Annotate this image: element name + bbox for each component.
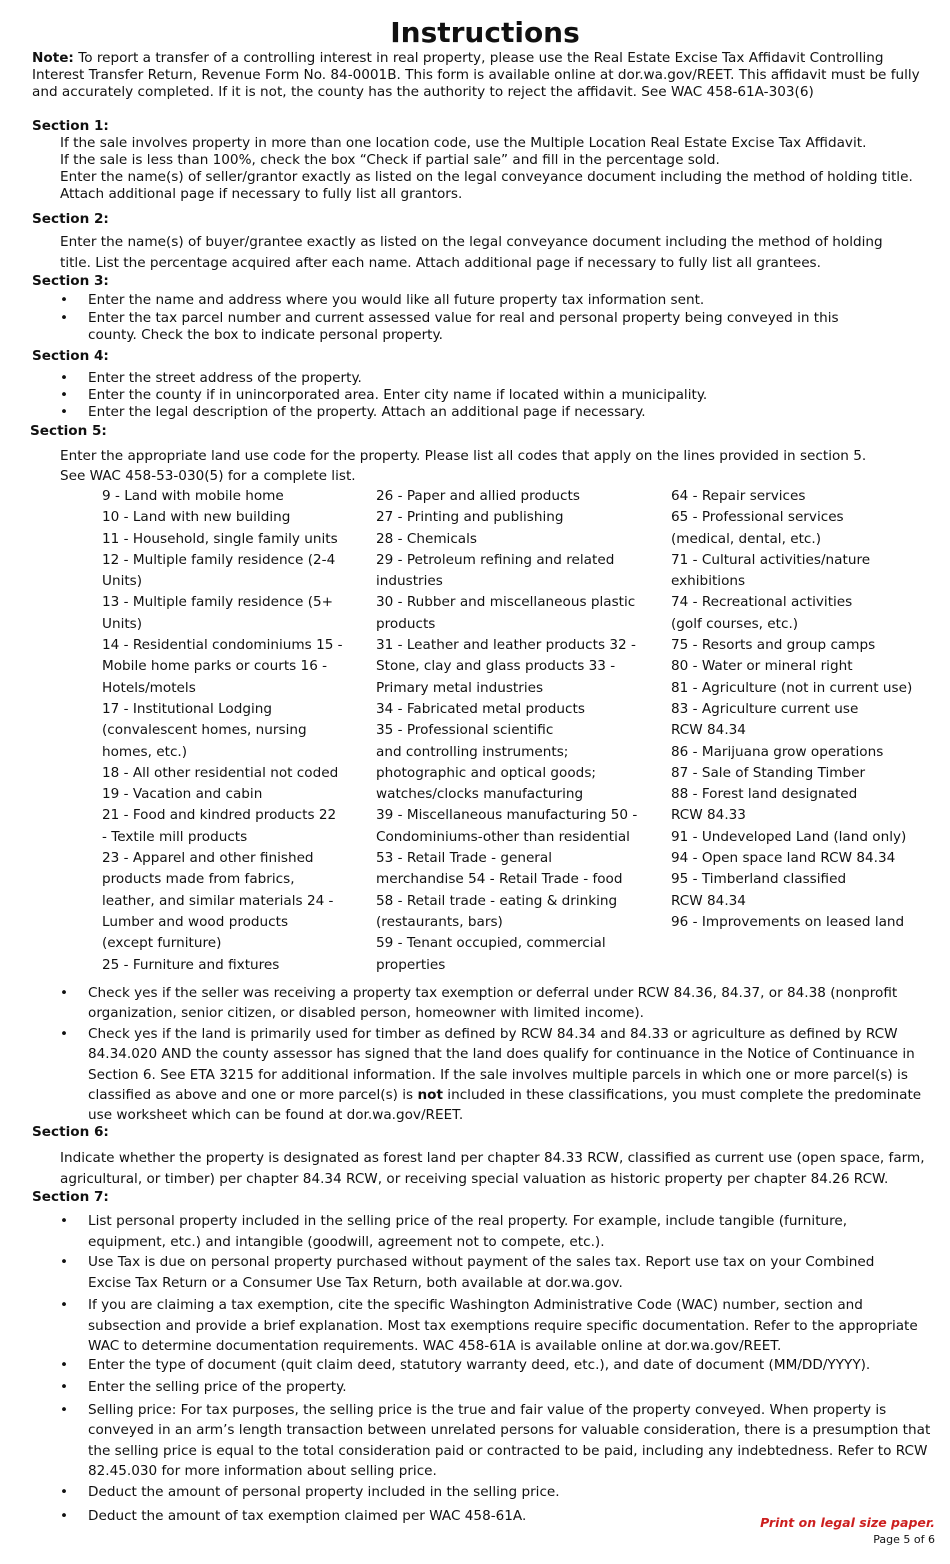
list-item: Stone, clay and glass products 33 - bbox=[376, 658, 616, 675]
list-item: merchandise 54 - Retail Trade - food bbox=[376, 871, 623, 888]
list-item: - Textile mill products bbox=[102, 828, 248, 845]
section-5-heading: Section 5: bbox=[30, 423, 107, 439]
section-7-bullet: • Enter the type of document (quit claim deed, statutory warranty deed, etc.), and date of document (MM/DD/YYYY). bbox=[88, 1357, 938, 1374]
list-item: 71 - Cultural activities/nature bbox=[671, 551, 871, 568]
list-item: 18 - All other residential not coded bbox=[102, 764, 339, 781]
note-label: Note: bbox=[32, 50, 74, 66]
list-item: and controlling instruments; bbox=[376, 743, 569, 760]
list-item: properties bbox=[376, 956, 446, 973]
list-item: Hotels/motels bbox=[102, 679, 196, 696]
list-item: 34 - Fabricated metal products bbox=[376, 700, 585, 717]
list-item: 74 - Recreational activities bbox=[671, 594, 853, 611]
list-item: RCW 84.33 bbox=[671, 807, 746, 824]
list-item: 27 - Printing and publishing bbox=[376, 509, 564, 526]
list-item: RCW 84.34 bbox=[671, 722, 746, 739]
note-paragraph bbox=[32, 50, 927, 101]
list-item: 13 - Multiple family residence (5+ bbox=[102, 594, 334, 611]
section-6-text: Indicate whether the property is designated as forest land per chapter 84.33 RCW, classified as current use (open space, farm, agricultural, or timber) per chapter 84.34 RCW, or receiving special valuation as historic property per chapter 84.26 RCW. bbox=[60, 1150, 925, 1187]
list-item: (convalescent homes, nursing bbox=[102, 722, 307, 739]
list-item: 95 - Timberland classified bbox=[671, 871, 847, 888]
page-number: Page 5 of 6 bbox=[873, 1533, 935, 1546]
list-item: Mobile home parks or courts 16 - bbox=[102, 658, 328, 675]
list-item: 86 - Marijuana grow operations bbox=[671, 743, 884, 760]
land-use-codes-column-3 bbox=[671, 486, 912, 933]
section-7-bullet: • List personal property included in the selling price of the real property. For example, include tangible (furniture, equipment, etc.) and intangible (goodwill, agreement not to compete, etc.). bbox=[88, 1211, 918, 1252]
list-item: (restaurants, bars) bbox=[376, 913, 503, 930]
section-1-heading: Section 1: bbox=[32, 118, 109, 134]
list-item: 88 - Forest land designated bbox=[671, 786, 858, 803]
section-4-bullet: • Enter the street address of the property. bbox=[88, 370, 888, 387]
section-5-bullet-exemption: • Check yes if the seller was receiving a property tax exemption or deferral under RCW 84.36, 84.37, or 84.38 (nonprofit organization, senior citizen, or disabled person, homeowner with limited income). bbox=[88, 983, 913, 1023]
bullet-emphasis: not bbox=[417, 1086, 443, 1103]
list-item: 11 - Household, single family units bbox=[102, 530, 338, 547]
list-item: 96 - Improvements on leased land bbox=[671, 913, 905, 930]
list-item: 14 - Residential condominiums 15 - bbox=[102, 637, 343, 654]
list-item: 9 - Land with mobile home bbox=[102, 488, 284, 504]
section-5-bullet-timber bbox=[88, 1024, 923, 1125]
list-item: Condominiums-other than residential bbox=[376, 828, 630, 845]
section-1-body bbox=[60, 135, 940, 203]
list-item: 64 - Repair services bbox=[671, 488, 806, 504]
list-item: Units) bbox=[102, 615, 143, 632]
list-item: 17 - Institutional Lodging bbox=[102, 700, 273, 717]
list-item: 35 - Professional scientific bbox=[376, 722, 554, 739]
section-7-bullet: • Deduct the amount of tax exemption claimed per WAC 458-61A. bbox=[88, 1508, 748, 1525]
section-3-bullet: • Enter the tax parcel number and current assessed value for real and personal property being conveyed in this county. Check the box to indicate personal property. bbox=[88, 310, 863, 344]
list-item: watches/clocks manufacturing bbox=[376, 786, 584, 803]
section-7-heading: Section 7: bbox=[32, 1189, 109, 1205]
section-4-bullet: • Enter the legal description of the property. Attach an additional page if necessary. bbox=[88, 404, 888, 421]
list-item: (medical, dental, etc.) bbox=[671, 530, 822, 547]
list-item: 26 - Paper and allied products bbox=[376, 488, 580, 504]
list-item: products bbox=[376, 615, 436, 632]
list-item: 10 - Land with new building bbox=[102, 509, 291, 526]
section-2-text: Enter the name(s) of buyer/grantee exactly as listed on the legal conveyance document including the method of holding title. List the percentage acquired after each name. Attach additional page if necessary to fully list all grantees. bbox=[60, 234, 883, 271]
list-item: Primary metal industries bbox=[376, 679, 544, 696]
list-item: 53 - Retail Trade - general bbox=[376, 850, 553, 867]
section-7-bullet: • If you are claiming a tax exemption, cite the specific Washington Administrative Code (WAC) number, section and subsection and provide a brief explanation. Most tax exemptions require specific documentation. Refer to the appropriate WAC to determine documentation requirements. WAC 458-61A is available online at dor.wa.gov/REET. bbox=[88, 1295, 938, 1357]
section-7-bullet: • Enter the selling price of the property. bbox=[88, 1379, 938, 1396]
section-1-line: If the sale involves property in more than one location code, use the Multiple Location Real Estate Excise Tax Affidavit. bbox=[60, 135, 867, 151]
list-item: homes, etc.) bbox=[102, 743, 188, 760]
list-item: 91 - Undeveloped Land (land only) bbox=[671, 828, 907, 845]
list-item: (except furniture) bbox=[102, 935, 222, 952]
list-item: 19 - Vacation and cabin bbox=[102, 786, 263, 803]
list-item: 83 - Agriculture current use bbox=[671, 700, 859, 717]
list-item: 28 - Chemicals bbox=[376, 530, 477, 547]
list-item: 65 - Professional services bbox=[671, 509, 844, 526]
section-7-bullet: • Selling price: For tax purposes, the selling price is the true and fair value of the property conveyed. When property is conveyed in an arm’s length transaction between unrelated persons for valuable consideration, there is a presumption that the selling price is equal to the total consideration paid or contracted to be paid, including any indebtedness. Refer to RCW 82.45.030 for more information about selling price. bbox=[88, 1400, 938, 1481]
list-item: 21 - Food and kindred products 22 bbox=[102, 807, 337, 824]
section-4-bullet: • Enter the county if in unincorporated area. Enter city name if located within a municipality. bbox=[88, 387, 888, 404]
list-item: 87 - Sale of Standing Timber bbox=[671, 764, 866, 781]
list-item: 59 - Tenant occupied, commercial bbox=[376, 935, 606, 952]
section-4-heading: Section 4: bbox=[32, 348, 109, 364]
section-7-bullet: • Deduct the amount of personal property included in the selling price. bbox=[88, 1484, 938, 1501]
list-item: RCW 84.34 bbox=[671, 892, 746, 909]
section-3-bullet: • Enter the name and address where you would like all future property tax information sent. bbox=[88, 292, 888, 309]
list-item: Units) bbox=[102, 573, 143, 590]
section-3-heading: Section 3: bbox=[32, 273, 109, 289]
section-1-line: Attach additional page if necessary to fully list all grantors. bbox=[60, 186, 463, 202]
list-item: 39 - Miscellaneous manufacturing 50 - bbox=[376, 807, 638, 824]
list-item: 31 - Leather and leather products 32 - bbox=[376, 637, 636, 654]
list-item: 30 - Rubber and miscellaneous plastic bbox=[376, 594, 636, 611]
list-item: 12 - Multiple family residence (2-4 bbox=[102, 551, 336, 568]
list-item: (golf courses, etc.) bbox=[671, 615, 799, 632]
list-item: industries bbox=[376, 573, 443, 590]
print-legal-note: Print on legal size paper. bbox=[760, 1515, 935, 1530]
section-5-intro: Enter the appropriate land use code for the property. Please list all codes that apply on the lines provided in section 5. See WAC 458-53-030(5) for a complete list. bbox=[60, 448, 867, 484]
list-item: exhibitions bbox=[671, 573, 746, 590]
list-item: 58 - Retail trade - eating & drinking bbox=[376, 892, 618, 909]
list-item: 23 - Apparel and other finished bbox=[102, 850, 314, 867]
list-item: 25 - Furniture and fixtures bbox=[102, 956, 280, 973]
section-7-bullet: • Use Tax is due on personal property purchased without payment of the sales tax. Report use tax on your Combined Excise Tax Return or a Consumer Use Tax Return, both available at dor.wa.gov. bbox=[88, 1252, 913, 1293]
note-text: To report a transfer of a controlling interest in real property, please use the Real Estate Excise Tax Affidavit Controlling Interest Transfer Return, Revenue Form No. 84-0001B. This form is available online at dor.wa.gov/REET. This affidavit must be fully and accurately completed. If it is not, the county has the authority to reject the affidavit. See WAC 458-61A-303(6) bbox=[32, 50, 920, 100]
land-use-codes-column-2 bbox=[376, 486, 637, 976]
section-1-line: If the sale is less than 100%, check the box “Check if partial sale” and fill in the percentage sold. bbox=[60, 152, 720, 168]
section-6-heading: Section 6: bbox=[32, 1124, 109, 1140]
list-item: 29 - Petroleum refining and related bbox=[376, 551, 615, 568]
list-item: photographic and optical goods; bbox=[376, 764, 596, 781]
bullet-text: Check yes if the land is primarily used for timber as defined by RCW 84.34 and 84.33 or agriculture as defined by RCW 84.34.020 AND the county assessor has signed that the land does qualify for continuance in the Notice of Continuance in Section 6. See ETA 3215 for additional information. If the sale involves multiple parcels in which one or more parcel(s) is classified as above and one or more parcel(s) is bbox=[88, 1026, 915, 1103]
section-2-heading: Section 2: bbox=[32, 211, 109, 227]
list-item: products made from fabrics, bbox=[102, 871, 295, 888]
list-item: 75 - Resorts and group camps bbox=[671, 637, 876, 654]
section-1-line: Enter the name(s) of seller/grantor exactly as listed on the legal conveyance document including the method of holding title. bbox=[60, 169, 913, 185]
list-item: 81 - Agriculture (not in current use) bbox=[671, 679, 913, 696]
list-item: Lumber and wood products bbox=[102, 913, 289, 930]
land-use-codes-column-1 bbox=[102, 486, 343, 976]
list-item: 80 - Water or mineral right bbox=[671, 658, 853, 675]
bullet-text: included in these classifications, you must complete the predominate use worksheet which can be found at dor.wa.gov/REET. bbox=[88, 1086, 922, 1124]
page-title: Instructions bbox=[390, 16, 580, 49]
list-item: 94 - Open space land RCW 84.34 bbox=[671, 850, 896, 867]
list-item: leather, and similar materials 24 - bbox=[102, 892, 334, 909]
